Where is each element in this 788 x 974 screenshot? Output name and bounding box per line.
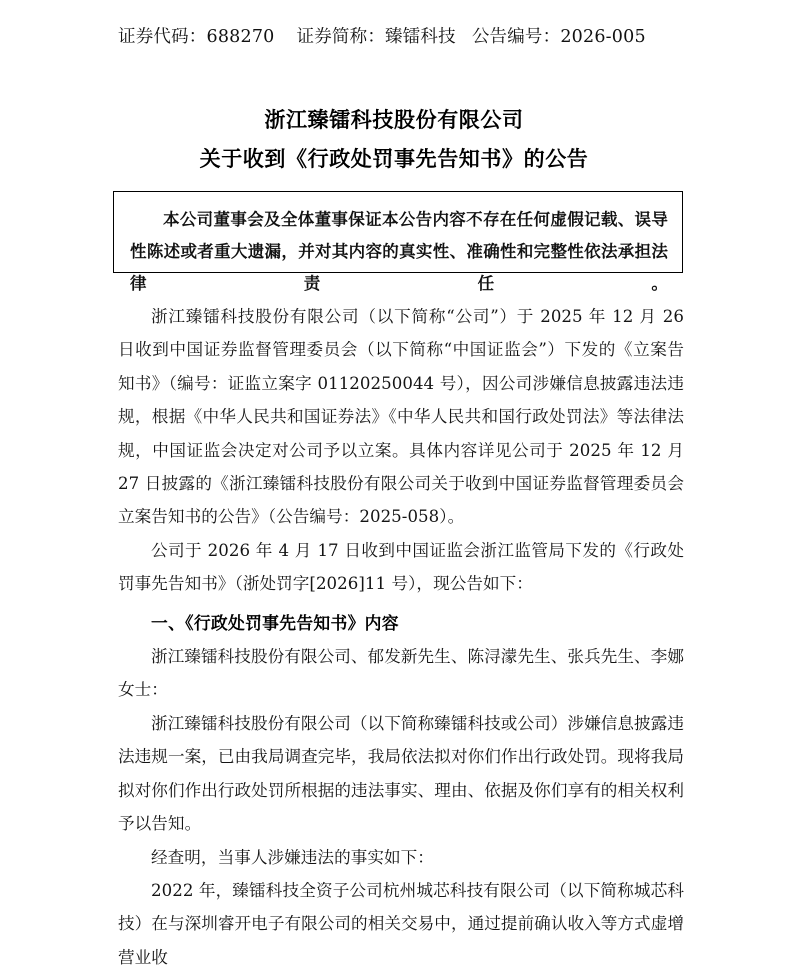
security-abbr-label: 证券简称： [296, 27, 386, 47]
paragraph-addressees: 浙江臻镭科技股份有限公司、郁发新先生、陈浔濛先生、张兵先生、李娜女士： [118, 647, 684, 700]
disclaimer-text: 本公司董事会及全体董事保证本公告内容不存在任何虚假记载、误导性陈述或者重大遗漏，并对其内容的真实性、准确性和完整性依法承担法律责任。 [130, 210, 668, 293]
security-abbr-value: 臻镭科技 [385, 27, 456, 47]
paragraph-investigation-concluded: 浙江臻镭科技股份有限公司（以下简称臻镭科技或公司）涉嫌信息披露违法违规一案，已由我局调查完毕，我局依法拟对你们作出行政处罚。现将我局拟对你们作出行政处罚所根据的违法事实、理由、依据及你们享有的相关权利予以告知。 [118, 713, 684, 834]
document-body [118, 300, 684, 974]
paragraph-case-filing: 浙江臻镭科技股份有限公司（以下简称“公司”）于 2025 年 12 月 26 日收到中国证券监督管理委员会（以下简称“中国证监会”）下发的《立案告知书》（编号：证监立案字 01120250044 号），因公司涉嫌信息披露违法违规，根据《中华人民共和国证券法》《中华人民共和国行政处罚法》等法律法规，中国证监会决定对公司予以立案。具体内容详见公司于 2025 年 12 月 27 日披露的《浙江臻镭科技股份有限公司关于收到中国证券监督管理委员会立案告知书的公告》（公告编号：2025-058）。 [118, 307, 684, 527]
security-code-label: 证券代码： [118, 27, 207, 47]
disclaimer-box [113, 191, 683, 293]
title-block [0, 100, 788, 178]
notice-number-label: 公告编号： [471, 27, 561, 47]
company-name-title: 浙江臻镭科技股份有限公司 [264, 107, 524, 132]
document-header [118, 24, 684, 50]
security-code-value: 688270 [206, 27, 275, 47]
paragraph-findings-detail: 2022 年，臻镭科技全资子公司杭州城芯科技有限公司（以下简称城芯科技）在与深圳睿开电子有限公司的相关交易中，通过提前确认收入等方式虚增营业收 [118, 880, 684, 967]
section-heading-one: 一、《行政处罚事先告知书》内容 [151, 612, 399, 633]
notice-number-value: 2026-005 [560, 27, 646, 47]
paragraph-findings-intro: 经查明，当事人涉嫌违法的事实如下： [151, 847, 434, 867]
announcement-subject-title: 关于收到《行政处罚事先告知书》的公告 [199, 146, 589, 171]
paragraph-penalty-notice-received: 公司于 2026 年 4 月 17 日收到中国证监会浙江监管局下发的《行政处罚事先告知书》（浙处罚字[2026]11 号），现公告如下： [118, 540, 684, 594]
